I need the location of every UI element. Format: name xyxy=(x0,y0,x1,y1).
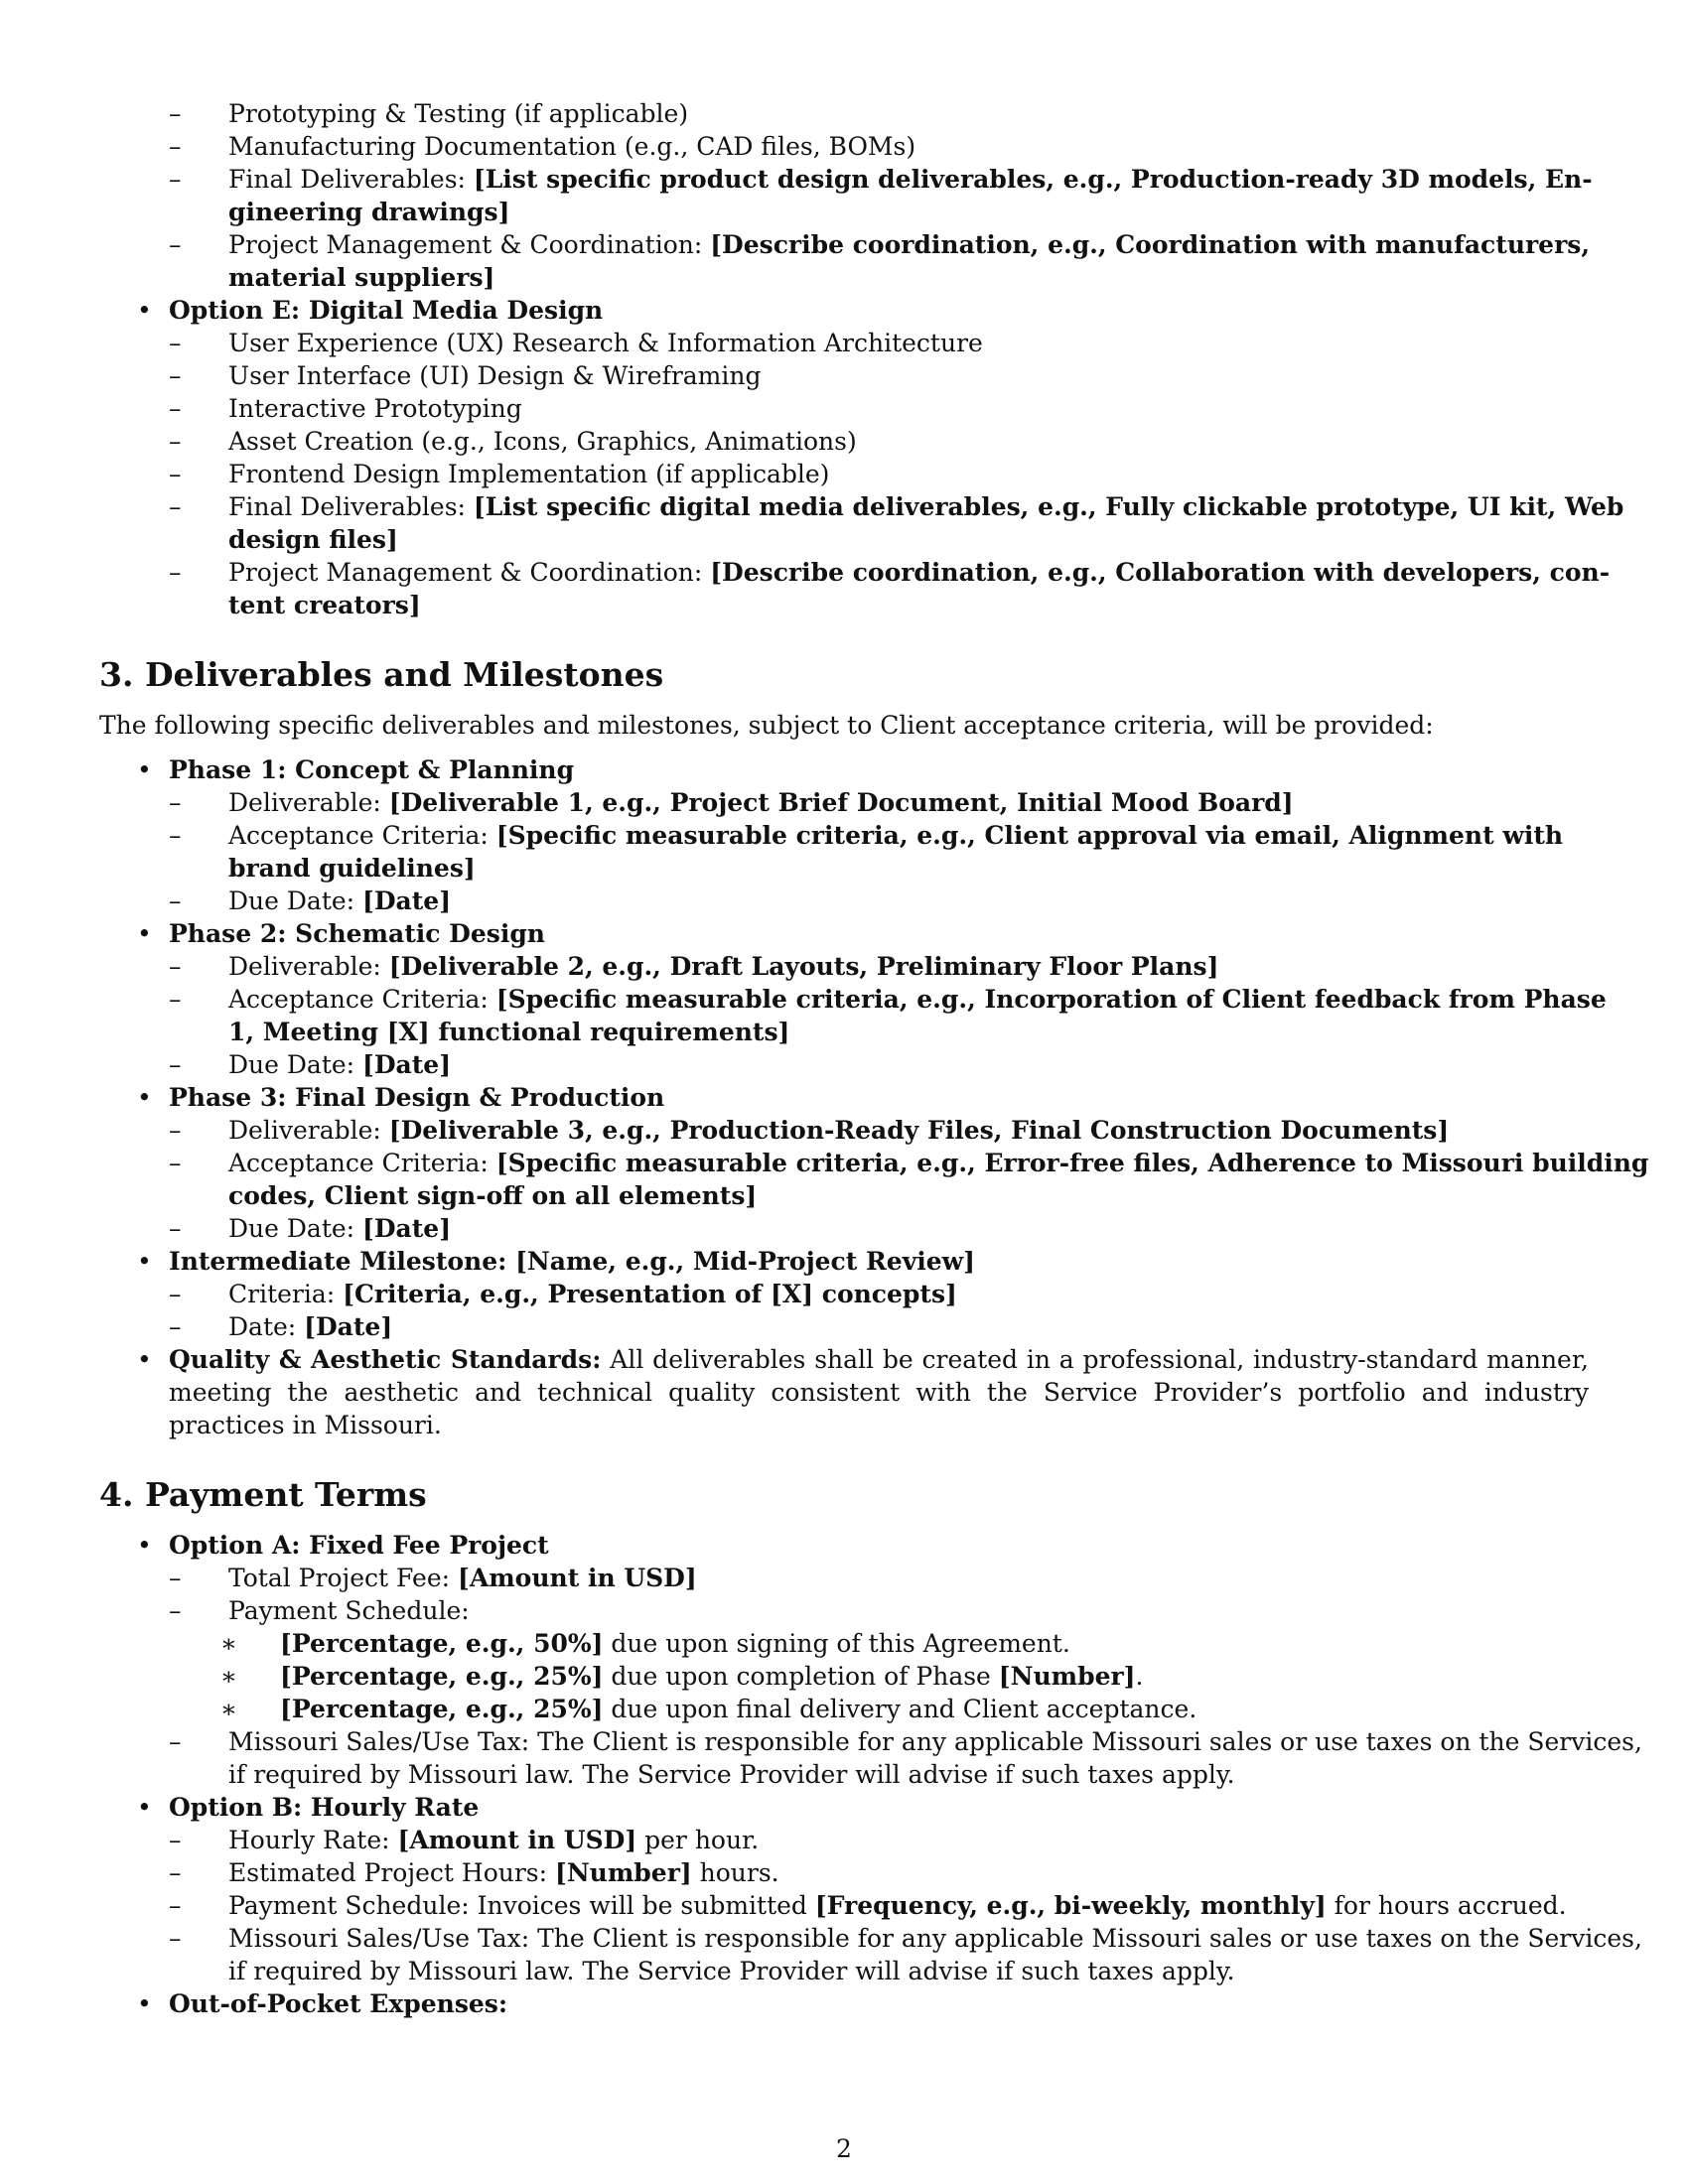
list-item: – Acceptance Criteria: [Specific measurable criteria, e.g., Client approval via email, Alignment with xyxy=(169,821,1564,850)
list-item: – Date: [Date] xyxy=(169,1312,393,1341)
phase-2-heading: • Phase 2: Schematic Design xyxy=(137,919,545,948)
list-item-continuation: if required by Missouri law. The Service Provider will advise if such taxes apply. xyxy=(228,1760,1235,1789)
list-item-continuation: brand guidelines] xyxy=(228,854,476,883)
list-item: – Missouri Sales/Use Tax: The Client is responsible for any applicable Missouri sales or use taxes on the Services, xyxy=(169,1727,1642,1756)
option-a-heading: • Option A: Fixed Fee Project xyxy=(137,1531,549,1560)
list-item: – Acceptance Criteria: [Specific measurable criteria, e.g., Error-free files, Adherence to Missouri building xyxy=(169,1149,1649,1177)
expenses-heading: • Out-of-Pocket Expenses: xyxy=(137,1989,508,2018)
list-item: – Deliverable: [Deliverable 1, e.g., Project Brief Document, Initial Mood Board] xyxy=(169,788,1294,817)
section-4-heading: 4. Payment Terms xyxy=(99,1475,427,1514)
sub-list-item: ∗ [Percentage, e.g., 25%] due upon completion of Phase [Number]. xyxy=(220,1662,1144,1691)
list-item: – Due Date: [Date] xyxy=(169,1050,452,1079)
list-item-continuation: gineering drawings] xyxy=(228,198,510,226)
quality-standards: • Quality & Aesthetic Standards: All deliverables shall be created in a professional, industry-standard manner, meeting the aesthetic and technical quality consistent with the Service Provider’s portfolio and industry practices in Missouri. xyxy=(137,1345,1589,1439)
page-number: 2 xyxy=(836,2134,852,2163)
list-item: – Asset Creation (e.g., Icons, Graphics, Animations) xyxy=(169,427,857,456)
list-item-continuation: design files] xyxy=(228,525,398,554)
list-item: – Interactive Prototyping xyxy=(169,394,522,423)
list-item: – Frontend Design Implementation (if applicable) xyxy=(169,460,830,488)
list-item-continuation: codes, Client sign-off on all elements] xyxy=(228,1181,758,1210)
option-e-heading: • Option E: Digital Media Design xyxy=(137,296,604,325)
phase-3-heading: • Phase 3: Final Design & Production xyxy=(137,1083,665,1112)
list-item: – Due Date: [Date] xyxy=(169,1214,452,1243)
milestone-heading: • Intermediate Milestone: [Name, e.g., Mid-Project Review] xyxy=(137,1247,975,1276)
list-item-continuation: 1, Meeting [X] functional requirements] xyxy=(228,1018,790,1046)
list-item: – Manufacturing Documentation (e.g., CAD files, BOMs) xyxy=(169,132,916,161)
list-item: – Estimated Project Hours: [Number] hours. xyxy=(169,1858,779,1887)
list-item: – Due Date: [Date] xyxy=(169,887,452,915)
option-b-heading: • Option B: Hourly Rate xyxy=(137,1793,480,1822)
phase-1-heading: • Phase 1: Concept & Planning xyxy=(137,755,575,784)
list-item: – User Experience (UX) Research & Information Architecture xyxy=(169,329,983,357)
list-item: – Payment Schedule: xyxy=(169,1596,470,1625)
list-item-continuation: if required by Missouri law. The Service Provider will advise if such taxes apply. xyxy=(228,1957,1235,1985)
list-item: – Missouri Sales/Use Tax: The Client is responsible for any applicable Missouri sales or use taxes on the Services, xyxy=(169,1924,1642,1953)
list-item: – Deliverable: [Deliverable 3, e.g., Production-Ready Files, Final Construction Documents] xyxy=(169,1116,1450,1145)
list-item-continuation: tent creators] xyxy=(228,591,421,619)
list-item: – Project Management & Coordination: [Describe coordination, e.g., Collaboration with developers, con- xyxy=(169,558,1611,587)
section-3-intro: The following specific deliverables and milestones, subject to Client acceptance criteria, will be provided: xyxy=(99,711,1434,740)
list-item: – Prototyping & Testing (if applicable) xyxy=(169,99,689,128)
list-item: – User Interface (UI) Design & Wireframing xyxy=(169,361,762,390)
list-item: – Acceptance Criteria: [Specific measurable criteria, e.g., Incorporation of Client feedback from Phase xyxy=(169,985,1607,1014)
list-item: – Project Management & Coordination: [Describe coordination, e.g., Coordination with manufacturers, xyxy=(169,230,1591,259)
list-item: – Deliverable: [Deliverable 2, e.g., Draft Layouts, Preliminary Floor Plans] xyxy=(169,952,1219,981)
list-item: – Payment Schedule: Invoices will be submitted [Frequency, e.g., bi-weekly, monthly] for hours accrued. xyxy=(169,1891,1567,1920)
section-3-heading: 3. Deliverables and Milestones xyxy=(99,655,664,694)
list-item-continuation: material suppliers] xyxy=(228,263,495,292)
list-item: – Hourly Rate: [Amount in USD] per hour. xyxy=(169,1826,760,1854)
sub-list-item: ∗ [Percentage, e.g., 25%] due upon final delivery and Client acceptance. xyxy=(220,1695,1197,1723)
list-item: – Final Deliverables: [List specific product design deliverables, e.g., Production-ready 3D models, En- xyxy=(169,165,1593,194)
sub-list-item: ∗ [Percentage, e.g., 50%] due upon signing of this Agreement. xyxy=(220,1629,1070,1658)
document-page xyxy=(99,97,1649,2020)
list-item: – Criteria: [Criteria, e.g., Presentation of [X] concepts] xyxy=(169,1280,957,1308)
list-item: – Final Deliverables: [List specific digital media deliverables, e.g., Fully clickable prototype, UI kit, Web xyxy=(169,492,1624,521)
list-item: – Total Project Fee: [Amount in USD] xyxy=(169,1564,697,1592)
